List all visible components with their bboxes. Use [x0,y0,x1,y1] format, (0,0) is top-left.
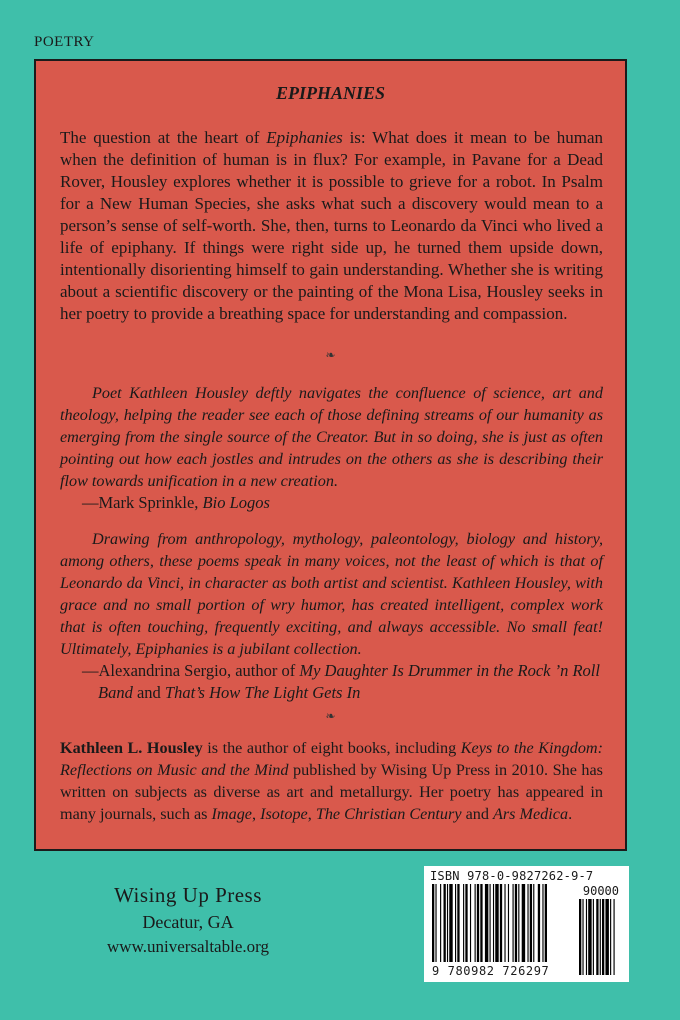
bio-sep-1: , [251,805,261,823]
description-title-ref: Epiphanies [266,128,343,147]
ornament-divider-icon: ❧ [325,348,336,362]
book-description [60,127,603,325]
description-part-2: is: What does it mean to be human when the definition of human is in flux? For example, in Pavane for a Dead Rover, Housley explores whether it is possible to grieve for a robot. In Psalm for a New Human Species, she asks what such a discovery would mean to a person’s sense of self-worth. She, then, turns to Leonardo da Vinci who lived a life of epiphany. If things were right side up, he turned them upside down, intentionally disorienting himself to gain understanding. Whether she is writing about a scientific discovery or the painting of the Mona Lisa, Housley seeks in her poetry to provide a breathing space for understanding and compassion. [60,128,603,323]
bio-text-1: is the author of eight books, including [202,739,461,757]
endorsement-2-source: My Daughter Is Drummer in the Rock ’n Roll Band [98,661,600,702]
bio-text-3: and [461,805,493,823]
publisher-url: www.universaltable.org [107,937,269,956]
endorsement-1-author: —Mark Sprinkle, [82,493,203,512]
back-cover-panel [34,59,627,851]
genre-label: POETRY [34,34,95,50]
endorsement-1-attribution [60,492,603,514]
bio-book-title: Keys to the Kingdom: Reflections on Music and the Mind [60,739,603,779]
bio-journal-3: The Christian Century [315,805,462,823]
endorsement-2-source-2: That’s How The Light Gets In [164,683,361,702]
endorsement-2-author: —Alexandrina Sergio, author of [82,661,300,680]
ean-label: 9 780982 726297 [432,964,550,978]
endorsement-1 [60,382,603,514]
isbn-label: ISBN 978-0-9827262-9-7 [430,869,594,883]
author-bio [60,737,603,825]
endorsement-2-joiner: and [132,683,165,702]
isbn-barcode [424,866,629,982]
publisher-block [78,883,298,957]
endorsement-1-source: Bio Logos [202,493,270,512]
bio-journal-1: Image [211,805,252,823]
endorsement-2-text: Drawing from anthropology, mythology, paleontology, biology and history, among others, these poems speak in many voices, not the least of which is that of Leonardo da Vinci, in character as both artist and scientist. Kathleen Housley, with grace and no small portion of wry humor, has created intelligent, complex work that is often touching, frequently exciting, and always accessible. No small feat! Ultimately, Epiphanies is a jubilant collection. [60,530,603,658]
price-addon-label: 90000 [582,884,619,898]
endorsement-1-text: Poet Kathleen Housley deftly navigates the confluence of science, art and theology, helping the reader see each of those defining streams of our humanity as emerging from the single source of the Creator. But in so doing, she is just as often pointing out how each jostles and intrudes on the others as she is describing their flow towards unification in a new creation. [60,384,603,490]
bio-sep-2: , [307,805,316,823]
bio-journal-4: Ars Medica [492,805,569,823]
author-name: Kathleen L. Housley [60,739,203,757]
ornament-divider-icon: ❧ [325,709,336,723]
publisher-name: Wising Up Press [114,883,262,907]
bio-journal-2: Isotope [260,805,308,823]
endorsement-2 [60,528,603,704]
publisher-city: Decatur, GA [142,912,234,932]
book-title: EPIPHANIES [275,83,386,103]
bio-text-4: . [568,805,573,823]
description-part-1: The question at the heart of [60,128,267,147]
bio-text-2: published by Wising Up Press in 2010. She has written on subjects as diverse as art and metallurgy. Her poetry has appeared in many journals, such as [60,761,603,823]
endorsement-2-attribution [60,660,603,704]
